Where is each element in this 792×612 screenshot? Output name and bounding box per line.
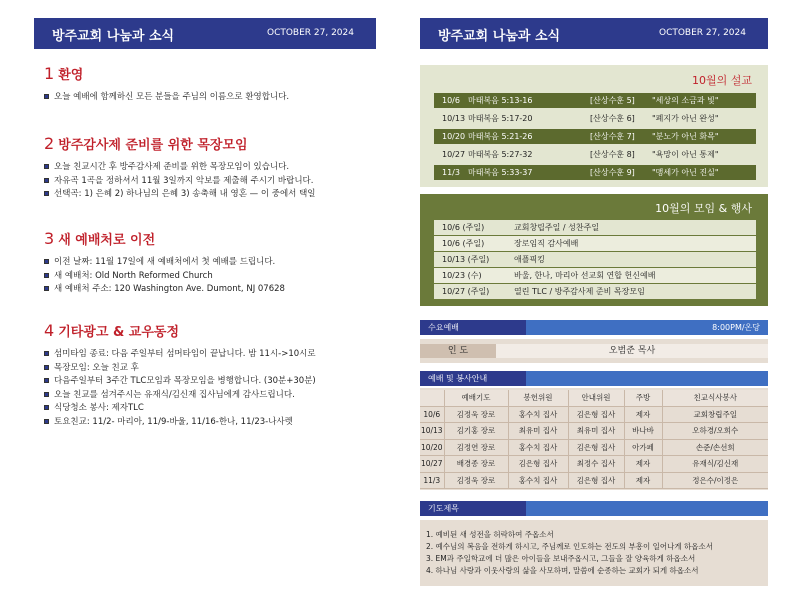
section-announcements <box>44 321 374 429</box>
table-row: 10/13 김기홍 장로 최유미 집사 최유미 집사 바나바 오하경/오희수 <box>420 423 768 440</box>
bullet-item: 토요친교: 11/2- 마리아, 11/9-바울, 11/16-한나, 11/23-나사렛 <box>44 416 374 430</box>
events-schedule <box>420 194 768 306</box>
worship-time: 8:00PM/온당 <box>712 323 760 332</box>
bullet-item: 오늘 친교를 섬겨주시는 유재식/김신재 집사님에게 감사드립니다. <box>44 389 374 403</box>
header-title: 방주교회 나눔과 소식 <box>438 29 561 44</box>
bullet-item: 오늘 친교시간 후 방주감사제 준비를 위한 목장모임이 있습니다. <box>44 161 374 175</box>
bullet-item: 선택곡: 1) 은혜 2) 하나님의 은혜 3) 송축해 내 영혼 — 이 중에서 택일 <box>44 188 374 202</box>
event-row: 10/6 (주일) 교회창립주일 / 성찬주일 <box>434 220 756 235</box>
wednesday-worship-bar <box>420 320 768 335</box>
leader-label: 인 도 <box>420 344 496 358</box>
worship-label: 수요예배 <box>420 320 526 335</box>
sermon-caption: 10월의 설교 <box>692 74 752 87</box>
table-row: 10/6 김정욱 장로 홍수치 집사 김은형 집사 제자 교회창립주일 <box>420 406 768 423</box>
service-label: 예배 및 봉사안내 <box>420 371 526 386</box>
bullet-item: 섬미타임 종료: 다음 주일부터 섬머타임이 끝납니다. 밤 11시->10시로 <box>44 348 374 362</box>
section-welcome <box>44 64 374 105</box>
bullet-item: 목장모임: 오늘 친교 후 <box>44 362 374 376</box>
leader-name: 오범준 목사 <box>496 344 768 358</box>
header-date: OCTOBER 27, 2024 <box>658 28 746 38</box>
sermon-row: 10/27 마태복음 5:27-32 [산상수훈 8] "욕망이 아닌 통제" <box>434 147 756 162</box>
prayer-list <box>420 520 768 586</box>
section-title: 2 방주감사제 준비를 위한 목장모임 <box>44 134 248 153</box>
worship-leader-row <box>420 339 768 363</box>
bullet-item: 식당청소 봉사: 제자TLC <box>44 402 374 416</box>
bullet-item: 새 예배처: Old North Reformed Church <box>44 270 374 284</box>
bullet-item: 새 예배처 주소: 120 Washington Ave. Dumont, NJ 07628 <box>44 283 374 297</box>
right-page-header <box>420 18 768 49</box>
event-row: 10/6 (주일) 장로임직 감사예배 <box>434 236 756 251</box>
header-title: 방주교회 나눔과 소식 <box>52 29 175 44</box>
sermon-row: 10/6 마태복음 5:13-16 [산상수훈 5] "세상의 소금과 빛" <box>434 93 756 108</box>
sermon-row: 10/20 마태복음 5:21-26 [산상수훈 7] "분노가 아닌 화목" <box>434 129 756 144</box>
sermon-row: 10/13 마태복음 5:17-20 [산상수훈 6] "폐지가 아닌 완성" <box>434 111 756 126</box>
event-row: 10/23 (수) 바울, 한나, 마리아 선교회 연합 헌신예배 <box>434 268 756 283</box>
event-row: 10/13 (주일) 애플픽킹 <box>434 252 756 267</box>
bullet-item: 다음주일부터 3주간 TLC모임과 목장모임을 병행합니다. (30분+30분) <box>44 375 374 389</box>
prayer-bar <box>420 501 768 516</box>
service-table <box>420 388 768 490</box>
table-row: 10/27 배경종 장로 김은형 집사 최정수 집사 제자 유재식/김신재 <box>420 456 768 473</box>
prayer-item: 3. EM과 주일학교에 더 많은 아이들을 보내주옵시고, 그들을 잘 양육하게 하옵소서 <box>426 554 696 563</box>
events-caption: 10월의 모임 & 행사 <box>655 202 752 215</box>
sermon-schedule <box>420 65 768 187</box>
prayer-label: 기도제목 <box>420 501 526 516</box>
left-page-header <box>34 18 376 49</box>
section-thanksgiving <box>44 134 374 202</box>
section-title: 1 환영 <box>44 64 84 83</box>
bullet-item: 이전 날짜: 11월 17일에 새 예배처에서 첫 예배를 드립니다. <box>44 256 374 270</box>
event-row: 10/27 (주일) 열린 TLC / 방주감사제 준비 목장모임 <box>434 284 756 299</box>
prayer-item: 2. 예수님의 복음을 전하게 하시고, 주님께로 인도하는 전도의 부흥이 일어나게 하옵소서 <box>426 542 713 551</box>
bullet-item: 오늘 예배에 함께하신 모든 분들을 주님의 이름으로 환영합니다. <box>44 91 374 105</box>
prayer-item: 1. 예비된 새 성전을 허락하여 주옵소서 <box>426 530 554 539</box>
prayer-item: 4. 하나님 사랑과 이웃사랑의 삶을 사모하며, 말씀에 순종하는 교회가 되게 하옵소서 <box>426 566 699 575</box>
table-row: 11/3 김정욱 장로 홍수치 집사 김은형 집사 제자 정은수/이정은 <box>420 472 768 489</box>
table-header-row: 예배기도 봉헌위원 안내위원 주방 친교식사봉사 <box>420 390 768 406</box>
section-title: 3 새 예배처로 이전 <box>44 229 156 248</box>
sermon-row: 11/3 마태복음 5:33-37 [산상수훈 9] "맹세가 아닌 진실" <box>434 165 756 180</box>
section-relocation <box>44 229 374 297</box>
table-row: 10/20 김정연 장로 홍수치 집사 김은형 집사 아가페 손준/손선희 <box>420 439 768 456</box>
header-date: OCTOBER 27, 2024 <box>266 28 354 38</box>
bullet-item: 자유곡 1곡을 정하셔서 11월 3일까지 악보를 제출해 주시기 바랍니다. <box>44 175 374 189</box>
service-bar <box>420 371 768 386</box>
section-title: 4 기타광고 & 교우동정 <box>44 321 180 340</box>
